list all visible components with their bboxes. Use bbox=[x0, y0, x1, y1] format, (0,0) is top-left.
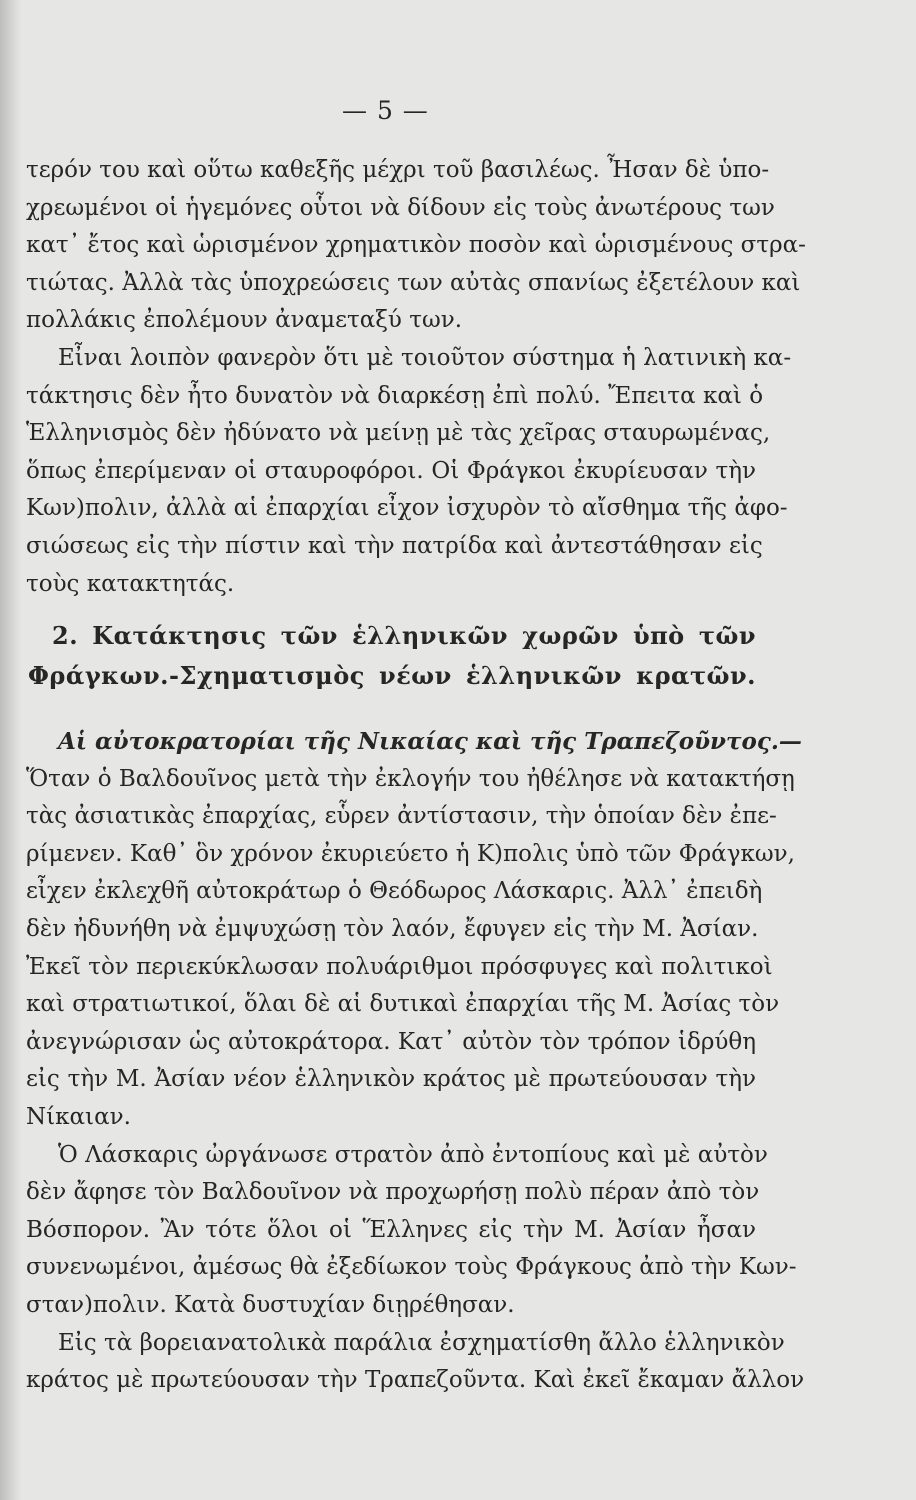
text-line: Ἑλληνισμὸς δὲν ἠδύνατο νὰ μείνῃ μὲ τὰς χεῖρας σταυρωμένας, bbox=[26, 420, 771, 447]
text-line: ὅπως ἐπερίμεναν οἱ σταυροφόροι. Οἱ Φράγκοι ἐκυρίευσαν τὴν bbox=[26, 457, 756, 484]
text-line: εἶχεν ἐκλεχθῆ αὐτοκράτωρ ὁ Θεόδωρος Λάσκαρις. Ἀλλ᾽ ἐπειδὴ bbox=[26, 878, 763, 905]
text-line: τάκτησις δὲν ἦτο δυνατὸν νὰ διαρκέσῃ ἐπὶ πολύ. Ἔπειτα καὶ ὁ bbox=[26, 382, 764, 409]
text-line: πολλάκις ἐπολέμουν ἀναμεταξύ των. bbox=[26, 307, 463, 334]
text-line: Ὁ Λάσκαρις ὠργάνωσε στρατὸν ἀπὸ ἐντοπίους καὶ μὲ αὐτὸν bbox=[58, 1141, 768, 1168]
text-line: Κων)πολιν, ἀλλὰ αἱ ἐπαρχίαι εἶχον ἰσχυρὸν τὸ αἴσθημα τῆς ἀφο- bbox=[26, 495, 788, 522]
section-subtitle: Αἱ αὐτοκρατορίαι τῆς Νικαίας καὶ τῆς Τραπεζοῦντος.— bbox=[58, 728, 802, 755]
text-line: Ὅταν ὁ Βαλδουῖνος μετὰ τὴν ἐκλογήν του ἠθέλησε νὰ κατακτήσῃ bbox=[26, 765, 795, 792]
text-line: Ἐκεῖ τὸν περιεκύκλωσαν πολυάριθμοι πρόσφυγες καὶ πολιτικοὶ bbox=[26, 953, 773, 980]
text-line: δὲν ἄφησε τὸν Βαλδουῖνον νὰ προχωρήσῃ πολὺ πέραν ἀπὸ τὸν bbox=[26, 1179, 760, 1206]
text-line: κατ᾽ ἔτος καὶ ὡρισμένον χρηματικὸν ποσὸν καὶ ὡρισμένους στρα- bbox=[26, 232, 806, 259]
text-line: δὲν ἠδυνήθη νὰ ἐμψυχώσῃ τὸν λαόν, ἔφυγεν εἰς τὴν Μ. Ἀσίαν. bbox=[26, 915, 759, 942]
text-line: εἰς τὴν Μ. Ἀσίαν νέον ἑλληνικὸν κράτος μὲ πρωτεύουσαν τὴν bbox=[26, 1066, 756, 1093]
text-line: ἀνεγνώρισαν ὡς αὐτοκράτορα. Κατ᾽ αὐτὸν τὸν τρόπον ἱδρύθη bbox=[26, 1028, 756, 1055]
text-line: τιώτας. Ἀλλὰ τὰς ὑποχρεώσεις των αὐτὰς σπανίως ἐξετέλουν καὶ bbox=[26, 269, 801, 296]
text-line: συνενωμένοι, ἀμέσως θὰ ἐξεδίωκον τοὺς Φράγκους ἀπὸ τὴν Κων- bbox=[26, 1254, 797, 1281]
text-line: σιώσεως εἰς τὴν πίστιν καὶ τὴν πατρίδα καὶ ἀντεστάθησαν εἰς bbox=[26, 532, 763, 559]
text-line: τερόν του καὶ οὕτω καθεξῆς μέχρι τοῦ βασιλέως. Ἦσαν δὲ ὑπο- bbox=[26, 157, 770, 183]
text-line: Νίκαιαν. bbox=[26, 1103, 131, 1130]
text-line: Εἶναι λοιπὸν φανερὸν ὅτι μὲ τοιοῦτον σύστημα ἡ λατινικὴ κα- bbox=[58, 344, 792, 371]
text-line: σταν)πολιν. Κατὰ δυστυχίαν διῃρέθησαν. bbox=[26, 1291, 515, 1318]
body-text-bottom bbox=[26, 723, 805, 1400]
body-text-top bbox=[26, 152, 806, 603]
scan-edge bbox=[0, 0, 22, 1500]
text-line: κράτος μὲ πρωτεύουσαν τὴν Τραπεζοῦντα. Καὶ ἐκεῖ ἔκαμαν ἄλλον bbox=[26, 1367, 805, 1394]
text-line: Εἰς τὰ βορειανατολικὰ παράλια ἐσχηματίσθη ἄλλο ἑλληνικὸν bbox=[58, 1329, 785, 1356]
text-line: χρεωμένοι οἱ ἡγεμόνες οὗτοι νὰ δίδουν εἰς τοὺς ἀνωτέρους των bbox=[26, 194, 775, 221]
page-number: — 5 — bbox=[342, 96, 429, 125]
section-heading-line: 2. Κατάκτησις τῶν ἑλληνικῶν χωρῶν ὑπὸ τῶν bbox=[52, 621, 756, 650]
text-line: Βόσπορον. Ἂν τότε ὅλοι οἱ Ἕλληνες εἰς τὴν Μ. Ἀσίαν ἦσαν bbox=[26, 1216, 756, 1243]
text-line: καὶ στρατιωτικοί, ὅλαι δὲ αἱ δυτικαὶ ἐπαρχίαι τῆς Μ. Ἀσίας τὸν bbox=[26, 991, 780, 1018]
text-line: ρίμενεν. Καθ᾽ ὃν χρόνον ἐκυριεύετο ἡ Κ)πολις ὑπὸ τῶν Φράγκων, bbox=[26, 840, 795, 867]
text-line: τὰς ἀσιατικὰς ἐπαρχίας, εὗρεν ἀντίστασιν, τὴν ὁποίαν δὲν ἐπε- bbox=[26, 803, 777, 830]
text-line: τοὺς κατακτητάς. bbox=[26, 570, 235, 597]
section-heading-line: Φράγκων.-Σχηματισμὸς νέων ἑλληνικῶν κρατῶν. bbox=[28, 661, 756, 690]
section-heading bbox=[28, 616, 756, 696]
